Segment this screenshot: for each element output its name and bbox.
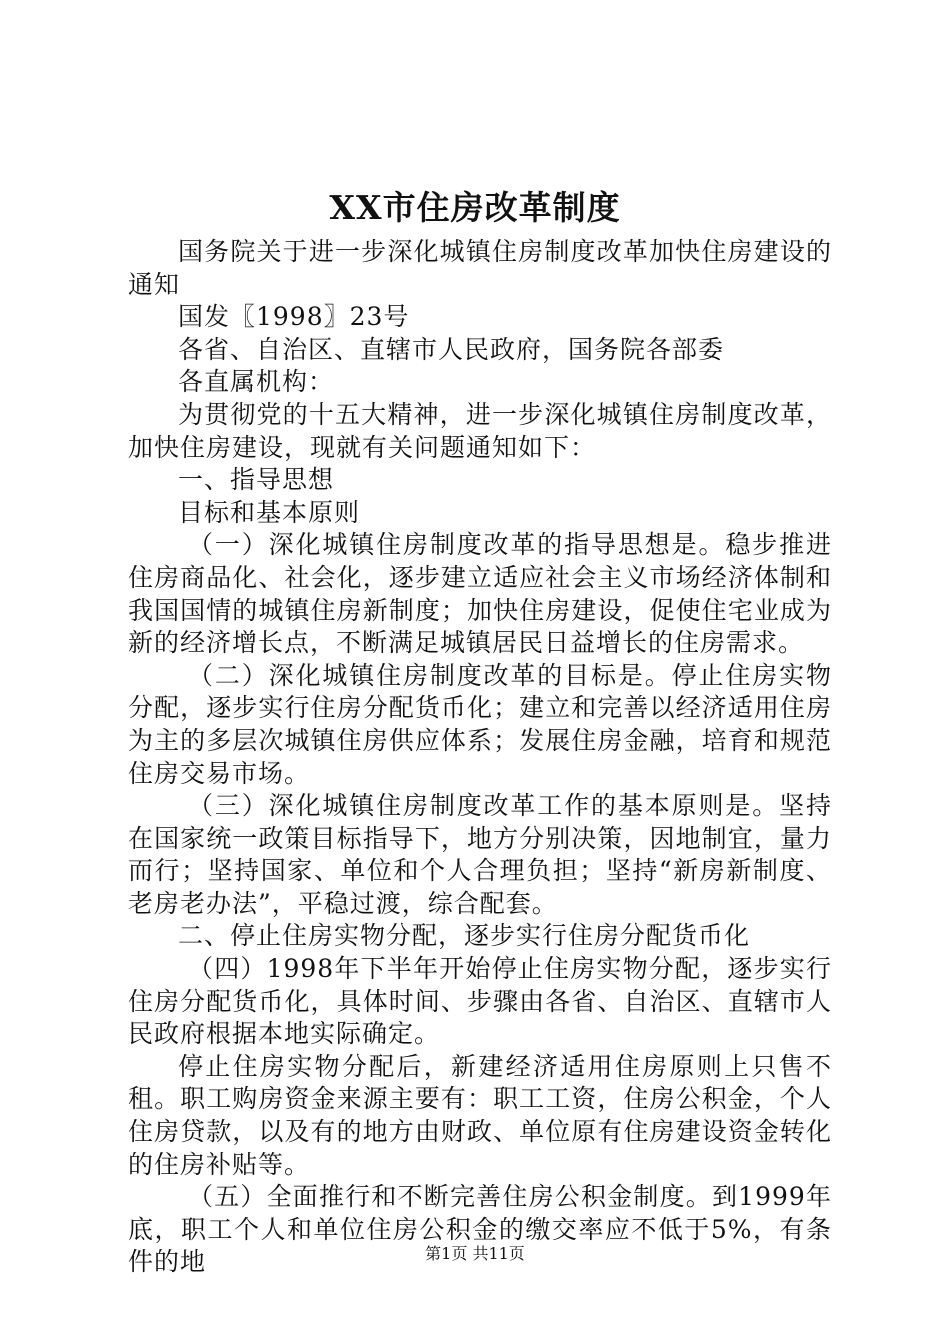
paragraph: 各直属机构： — [178, 367, 335, 397]
paragraph: （三）深化城镇住房制度改革工作的基本原则是。坚持在国家统一政策目标指导下，地方分别决策，因地制宜，量力而行；坚持国家、单位和个人合理负担；坚持“新房新制度、老房老办法”，平稳过渡，综合配套。 — [128, 791, 832, 918]
paragraph: （四）1998年下半年开始停止住房实物分配，逐步实行住房分配货币化，具体时间、步骤由各省、自治区、直辖市人民政府根据本地实际确定。 — [128, 954, 832, 1049]
section-heading: 一、指导思想 — [178, 465, 335, 495]
document-title: XX市住房改革制度 — [329, 188, 621, 227]
section-heading: 二、停止住房实物分配，逐步实行住房分配货币化 — [178, 921, 751, 951]
paragraph: （一）深化城镇住房制度改革的指导思想是。稳步推进住房商品化、社会化，逐步建立适应社会主义市场经济体制和我国国情的城镇住房新制度；加快住房建设，促使住宅业成为新的经济增长点，不断满足城镇居民日益增长的住房需求。 — [128, 530, 832, 658]
paragraph: （二）深化城镇住房制度改革的目标是。停止住房实物分配，逐步实行住房分配货币化；建立和完善以经济适用住房为主的多层次城镇住房供应体系；发展住房金融，培育和规范住房交易市场。 — [128, 660, 832, 788]
paragraph: 为贯彻党的十五大精神，进一步深化城镇住房制度改革，加快住房建设，现就有关问题通知如下： — [128, 399, 832, 462]
paragraph: 国发〖1998〗23号 — [178, 302, 410, 332]
paragraph: 目标和基本原则 — [178, 497, 361, 527]
paragraph: 国务院关于进一步深化城镇住房制度改革加快住房建设的通知 — [128, 237, 832, 299]
page-number: 第1页 共11页 — [425, 1244, 525, 1263]
paragraph: 各省、自治区、直辖市人民政府，国务院各部委 — [178, 334, 725, 364]
paragraph: 停止住房实物分配后，新建经济适用住房原则上只售不租。职工购房资金来源主要有：职工工资，住房公积金，个人住房贷款，以及有的地方由财政、单位原有住房建设资金转化的住房补贴等。 — [128, 1051, 832, 1179]
paragraph: （五）全面推行和不断完善住房公积金制度。到1999年底，职工个人和单位住房公积金的缴交率应不低于5%，有条件的地 — [128, 1182, 832, 1277]
document-body — [128, 236, 832, 1279]
